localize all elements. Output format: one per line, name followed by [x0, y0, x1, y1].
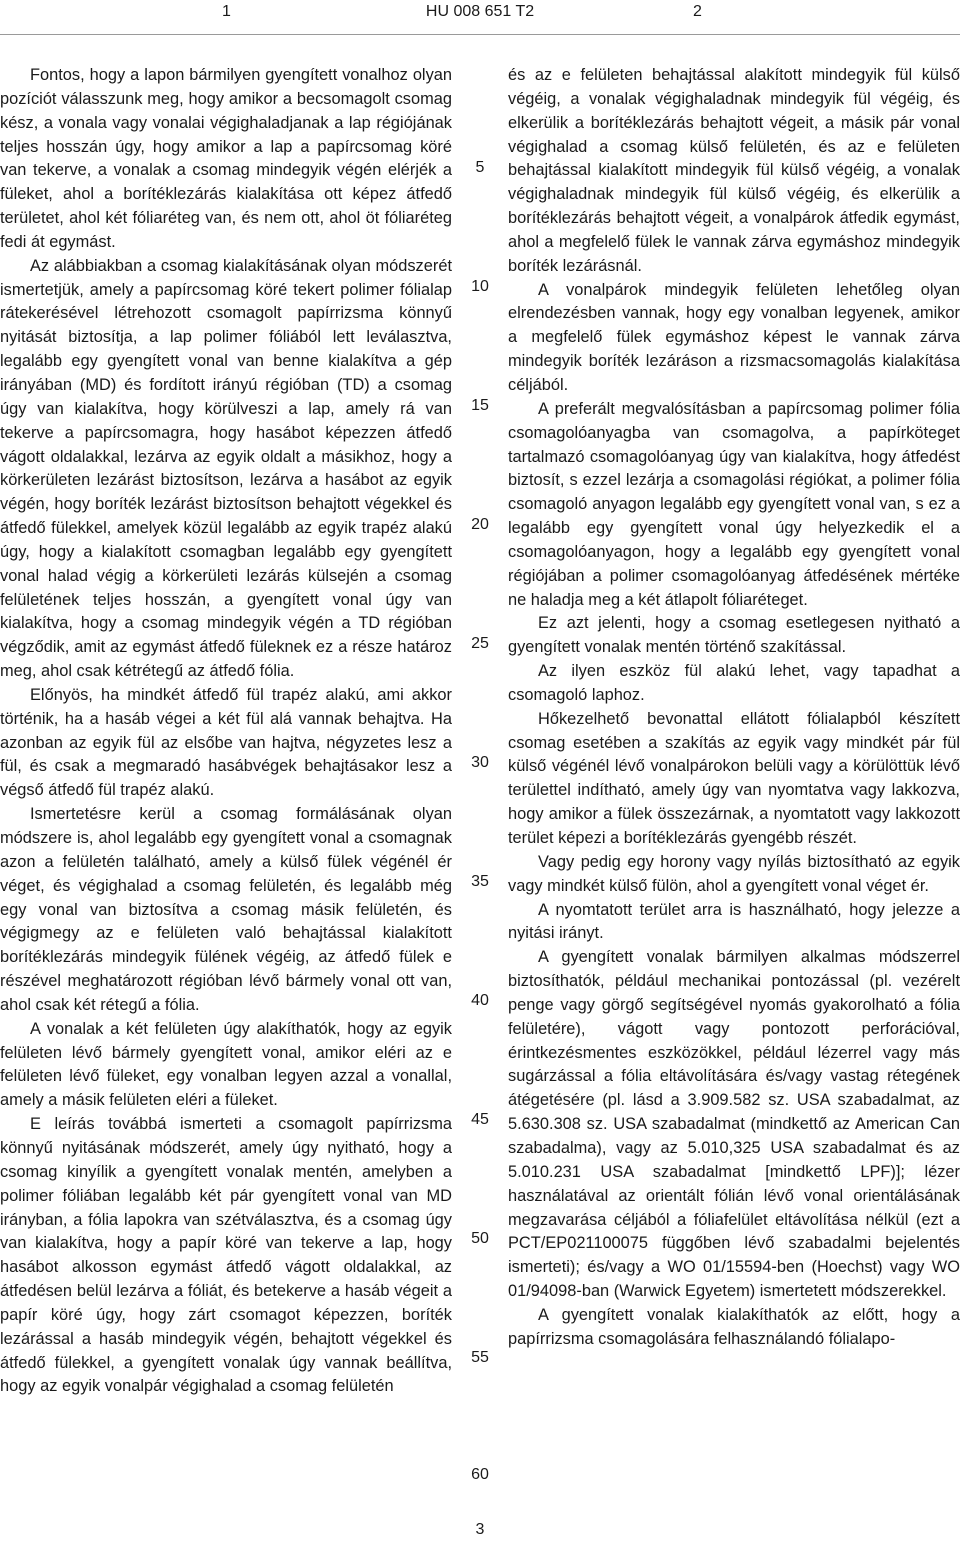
paragraph: Fontos, hogy a lapon bármilyen gyengített vonalhoz olyan pozíciót válasszunk meg, hogy amikor a becsomagolt csomag kész, a vonala vagy vonalai végighaladjanak a lap régiójának teljes hosszán úgy, hogy amikor a lap a papírcsomag köré van tekerve, a vonalak a csomag mindegyik végén elérjék a füleket, ahol a borítéklezárás kialakítása ott képez átfedő területet, ahol két fóliaréteg van, és nem ott, ahol öt fóliaréteg fedi át egymást.	[0, 66, 452, 251]
paragraph: A gyengített vonalak bármilyen alkalmas módszerrel biztosíthatók, például mechanikai pontozással (pl. vezérelt penge vagy görgő segítségével nyomás gyakorolható a fólia felületére), vágott vagy pontozott perforációval, érintkezésmentes eszközökkel, például lézerrel vagy más sugárzással a fólia eltávolítására és/vagy vastag rétegének átégetésére (pl. lásd a 3.909.582 sz. USA szabadalmat, az 5.630.308 sz. USA szabadalmat (mindkettő az American Can szabadalma), vagy az 5.010,325 USA szabadalmat és az 5.010.231 USA szabadalmat [mindkettő LPF)]; lézer használatával az orientált fólián lévő vonal orientálásának megzavarása céljából a fóliafelület eltávolítása nélkül (ezt a PCT/EP021100075 függőben lévő szabadalmi bejelentés ismerteti); és/vagy a WO 01/15594-ben (Hoechst) vagy WO 01/94098-ban (Warwick Egyetem) ismertetett módszerekkel.	[508, 948, 960, 1301]
paragraph: Vagy pedig egy horony vagy nyílás biztosítható az egyik vagy mindkét külső fülön, ahol a gyengített vonal véget ér.	[508, 852, 960, 895]
paragraph: Hőkezelhető bevonattal ellátott fólialapból készített csomag esetében a szakítás az egyik vagy mindkét pár fül külső végénél lévő vonalpárokon belüli vagy a körülöttük lévő területtel indítható, amely úgy van nyomtatva vagy lakkozva, hogy amikor a fülek összezárnak, a nyomtatott vagy lakkozott terület képezi a borítéklezárás gyengébb részét.	[508, 709, 960, 847]
paragraph: Ez azt jelenti, hogy a csomag esetlegesen nyitható a gyengített vonalak mentén történő szakítással.	[508, 614, 960, 657]
paragraph: Ismertetésre kerül a csomag formálásának olyan módszere is, ahol legalább egy gyengített vonal a csomagnak azon a felületén található, amely a külső fülek végénél ér véget, és végighalad a csomag felületén, és legalább még egy vonal van biztosítva a csomag másik felületén, és végigmegy az e felületen való behajtással kialakított borítéklezárás mindegyik fülének végéig, az átfedő fülek e részével meghatározott régióban lévő bármely vonal ott van, ahol csak két rétegű a fólia.	[0, 805, 452, 1014]
line-number: 50	[471, 1230, 489, 1247]
line-number: 5	[475, 159, 485, 176]
line-number: 60	[471, 1466, 489, 1483]
line-number: 10	[471, 278, 489, 295]
paragraph: A vonalak a két felületen úgy alakíthatók, hogy az egyik felületen lévő bármely gyengített vonal, amikor eléri az e felületen lévő füleket, egy vonalban legyen azzal a vonallal, amely a másik felületen eléri a füleket.	[0, 1019, 452, 1110]
paragraph: E leírás továbbá ismerteti a csomagolt papírrizsma könnyű nyitásának módszerét, amely úgy nyitható, hogy a csomag kinyílik a gyengített vonalak mentén, amelyben a polimer fóliában legalább két pár gyengített vonal van MD irányban, a fólia lapokra van szétválasztva, és a csomag úgy van kialakítva, hogy a papír köré van tekerve a lap, hogy hasábot alkosson egymást átfedő vágott oldalakkal, az átfedésen belül lezárva a fóliát, és betekerve a hasáb végeit a papír köré úgy, hogy zárt csomagot képezzen, boríték lezárással a hasáb mindegyik végén, behajtott végekkel és átfedő fülekkel, a gyengített vonalak úgy vannak beállítva, hogy az egyik vonalpár végighalad a csomag felületén	[0, 1115, 452, 1396]
line-number: 30	[471, 754, 489, 771]
line-number: 15	[471, 397, 489, 414]
paragraph: és az e felületen behajtással alakított mindegyik fül külső végéig, a vonalak végighaladnak mindegyik fül végéig, és elkerülik a borítéklezárás behajtott végeit, a másik pár vonal végighalad a csomag külső felületén, és az e felületen behajtással kialakított mindegyik fül külső végéig, a vonalak végighaladnak mindegyik fül külső végéig, és elkerülik a borítéklezárás behajtott végeit, a vonalpárok átfedik egymást, ahol a megfelelő fülek le vannak zárva egymáshoz mindegyik boríték lezárásnál.	[508, 66, 960, 275]
right-column-number: 2	[693, 3, 702, 20]
left-text-column	[0, 64, 452, 1399]
left-column-number: 1	[222, 3, 231, 20]
patent-number: HU 008 651 T2	[425, 3, 535, 20]
right-text-column	[508, 64, 960, 1352]
paragraph: A vonalpárok mindegyik felületen lehetőleg olyan elrendezésben vannak, hogy egy vonalban legyenek, amikor a megfelelő fülek egymáshoz képest le vannak zárva mindegyik boríték lezáráson a rizsmacsomagolás kialakítása céljából.	[508, 280, 960, 394]
line-number: 35	[471, 873, 489, 890]
paragraph: Előnyös, ha mindkét átfedő fül trapéz alakú, ami akkor történik, ha a hasáb végei a két fül alá vannak behajtva. Ha azonban az egyik fül az elsőbe van hajtva, négyzetes lesz a fül, és csak a megmaradó hasábvégek behajtásakor lesz a végső átfedő fül trapéz alakú.	[0, 685, 452, 800]
line-number-gutter	[462, 0, 498, 1541]
line-number: 45	[471, 1111, 489, 1128]
paragraph: Az ilyen eszköz fül alakú lehet, vagy tapadhat a csomagoló laphoz.	[508, 662, 960, 704]
paragraph: Az alábbiakban a csomag kialakításának olyan módszerét ismertetjük, amely a papírcsomag köré tekert polimer fólialap rátekerésével létrehozott csomagolt papírrizsma könnyű nyitását biztosítja, a lap polimer fóliából lett leválasztva, legalább egy gyengített vonal van benne kialakítva a gép irányában (MD) és fordított irányú régióban (TD) a csomag úgy van kialakítva, hogy körülveszi a lap, amely rá van tekerve a papírcsomagra, hogy hasábot képezzen átfedő vágott oldalakkal, lezárva az egyik oldalt a másikhoz, hogy a körkerületen lezárást biztosítson, lezárva a hasábot az egyik végén, hogy boríték lezárást biztosítson behajtott végekkel és átfedő fülekkel, amelyek közül legalább az egyik trapéz alakú úgy, hogy a kialakított csomagban legalább egy gyengített vonal halad végig a körkerületi lezárás külsején a csomag felületének teljes hosszán, a gyengített vonal úgy van kialakítva, hogy a csomag mindegyik végén a TD régióban végződik, amit az egymást átfedő füleknek ez a része határoz meg, ahol csak kétrétegű az átfedő fólia.	[0, 256, 452, 681]
line-number: 55	[471, 1349, 489, 1366]
line-number: 25	[471, 635, 489, 652]
line-number: 20	[471, 516, 489, 533]
paragraph: A preferált megvalósításban a papírcsomag polimer fólia csomagolóanyagba van csomagolva, a papírköteget tartalmazó csomagolóanyag úgy van kialakítva, hogy átfedést biztosít, s ezzel lezárja a csomagolási régiókat, a polimer fólia csomagoló anyagon legalább egy gyengített vonal van, s ez a legalább egy gyengített vonal úgy helyezkedik el a csomagolóanyagon, hogy a legalább egy gyengített vonal régiójában a polimer csomagolóanyag átfedésének mértéke ne haladja meg a két átlapolt fóliaréteget.	[508, 399, 960, 609]
page-number: 3	[475, 1521, 485, 1538]
paragraph: A nyomtatott terület arra is használható, hogy jelezze a nyitási irányt.	[508, 900, 960, 943]
paragraph: A gyengített vonalak kialakíthatók az előtt, hogy a papírrizsma csomagolására felhasználandó fólialapo-	[508, 1305, 960, 1348]
line-number: 40	[471, 992, 489, 1009]
